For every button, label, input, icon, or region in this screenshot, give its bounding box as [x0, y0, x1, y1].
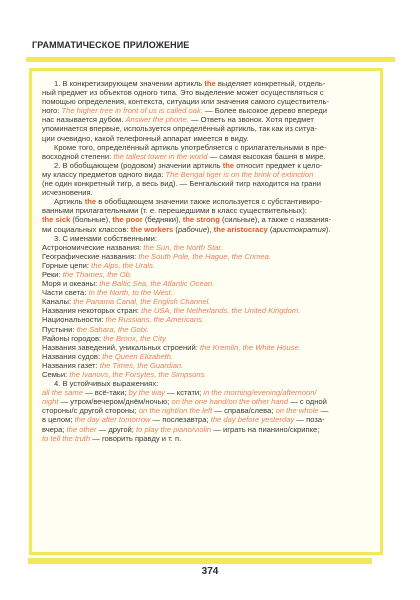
text: стороны/с другой стороны;: [42, 406, 139, 416]
list-item-label: Реки:: [42, 269, 63, 279]
list-item-label: Пустыни:: [42, 324, 77, 334]
text-line: (не один конкретный тигр, а весь вид). — Бенгальский тигр находится на грани: [42, 179, 321, 189]
list-item: [42, 361, 370, 370]
text-line: ванными прилагательными (т. е. перешедшими в класс существительных):: [42, 206, 307, 216]
paragraph-set-expressions: 4. В устойчивых выражениях:: [54, 379, 159, 389]
list-item: [42, 279, 370, 288]
list-item-example: the USA, the Netherlands, the United Kingdom.: [141, 306, 301, 316]
example: on the one hand/on the other hand: [171, 397, 289, 407]
example: all the same: [42, 388, 83, 398]
list-item-example: the Sun, the North Star.: [143, 242, 223, 252]
article-the: the: [84, 197, 97, 207]
section-title: ГРАММАТИЧЕСКОЕ ПРИЛОЖЕНИЕ: [32, 40, 190, 50]
text: — поза-: [294, 415, 325, 425]
example: the day after tomorrow: [74, 415, 151, 425]
example: on the right/on the left: [138, 406, 213, 416]
text: — кстати;: [164, 388, 204, 398]
example: the tallest tower in the world: [113, 151, 208, 161]
text: Артикль: [54, 197, 85, 207]
page-number: 374: [201, 566, 219, 577]
list-item-label: Географические названия:: [42, 251, 139, 261]
example: The Bengal tiger is on the brink of extinction: [165, 169, 314, 179]
bottom-rule: [28, 558, 372, 564]
list-item: [42, 288, 370, 297]
text-line: [42, 225, 370, 234]
text-line: [42, 152, 370, 161]
text: — с одной: [288, 397, 327, 407]
example-word: the aristocracy: [213, 224, 268, 234]
text: — самая высокая башня в мире.: [207, 151, 326, 161]
paragraph-generic-meaning: [42, 161, 370, 170]
text: — всё-таки;: [82, 388, 129, 398]
example: Answer the phone.: [125, 115, 189, 125]
list-item-label: Названия заведений, уникальных строений:: [42, 342, 200, 352]
text-line: [42, 106, 370, 115]
text: вчера;: [42, 424, 67, 434]
list-item: [42, 352, 370, 361]
list-item-example: the Bronx, the City.: [103, 333, 168, 343]
text: му классу предметов одного вида:: [42, 169, 166, 179]
list-item-example: the Sahara, the Gobi.: [76, 324, 149, 334]
list-item: [42, 325, 370, 334]
paragraph-proper-names: 3. С именами собственными:: [54, 233, 157, 243]
list-item-example: the Alps, the Urals.: [91, 260, 155, 270]
proper-names-list: [42, 243, 370, 379]
list-item-example: the South Pole, the Hague, the Crimea.: [138, 251, 271, 261]
list-item-example: the Panama Canal, the English Channel.: [73, 297, 211, 307]
example: The higher tree in front of us is called oak.: [61, 106, 203, 116]
text-line: [42, 425, 370, 434]
header-rule: [26, 57, 395, 62]
text-line: [42, 406, 370, 415]
text: — другой;: [96, 424, 136, 434]
text: — послезавтра;: [150, 415, 211, 425]
text-line: ции очевидно, какой телефонный аппарат имеется в виду.: [42, 133, 249, 143]
list-item-example: the Times, the Guardian.: [99, 360, 184, 370]
text: относит предмет к цело-: [234, 160, 323, 170]
text: в обобщающем значении также используется с субстантивиро-: [96, 197, 322, 207]
list-item-label: Районы городов:: [42, 333, 104, 343]
list-item: [42, 334, 370, 343]
list-item-example: the Ivanovs, the Forsytes, the Simpsons.: [69, 370, 207, 379]
text: 2. В обобщающем (родовом) значении артикль: [54, 160, 223, 170]
list-item-label: Названия газет:: [42, 360, 100, 370]
text: —: [318, 406, 329, 416]
list-item-label: Семьи:: [42, 370, 70, 379]
list-item-label: Астрономические названия:: [42, 242, 144, 252]
list-item: [42, 315, 370, 324]
text-line: исчезновения.: [42, 188, 93, 198]
example: the day before yesterday: [210, 415, 295, 425]
paragraph-substantivized: [42, 197, 370, 206]
article-the: the: [222, 160, 235, 170]
list-item: [42, 270, 370, 279]
text: 1. В конкретизирующем значении артикль: [54, 79, 205, 88]
text-line: упоминается впервые, используется определённый артикль, так как из ситуа-: [42, 124, 317, 134]
text: ми социальных классов:: [42, 224, 131, 234]
list-item-label: Названия судов:: [42, 351, 103, 361]
text: — справа/слева;: [212, 406, 276, 416]
example: night: [42, 397, 59, 407]
list-item: [42, 370, 370, 379]
paragraph-superlative: Кроме того, определённый артикль употребляется с прилагательными в пре-: [54, 142, 327, 152]
list-item-example: the Russians, the Americans.: [105, 315, 204, 325]
text: (: [267, 224, 273, 234]
example: to play the piano/violin: [136, 424, 212, 434]
text: ).: [325, 224, 331, 234]
list-item: [42, 243, 370, 252]
text-line: помощью определения, контекста, ситуации или значения самого существитель-: [42, 97, 329, 107]
grammar-box: [29, 68, 383, 555]
text: — утром/вечером/днём/ночью;: [58, 397, 172, 407]
grammar-box-content: [42, 79, 370, 443]
text-line: [42, 434, 370, 443]
gloss: аристократия: [272, 224, 326, 234]
list-item: [42, 252, 370, 261]
text: выделяет конкретный, отдель-: [215, 79, 326, 88]
list-item: [42, 297, 370, 306]
article-the: the: [204, 79, 216, 88]
gloss: рабочие: [177, 224, 207, 234]
text-line: [42, 388, 370, 397]
list-item: [42, 306, 370, 315]
list-item-label: Названия некоторых стран:: [42, 306, 142, 316]
gloss: (бедняки),: [142, 215, 183, 225]
list-item-example: In the North, to the West.: [88, 288, 173, 298]
text: ),: [206, 224, 214, 234]
text: нас называется дубом.: [42, 115, 126, 125]
text: в целом;: [42, 415, 75, 425]
list-item-label: Каналы:: [42, 297, 74, 307]
list-item-label: Моря и океаны:: [42, 279, 100, 289]
example: to tell the truth: [42, 433, 91, 443]
example: on the whole: [275, 406, 319, 416]
example-word: the workers: [130, 224, 174, 234]
example: by the way: [128, 388, 165, 398]
text: — Более высокое дерево впереди: [202, 106, 327, 116]
list-item-label: Части света:: [42, 288, 89, 298]
text: ного:: [42, 106, 62, 116]
text-line: [42, 215, 370, 224]
example-word: the sick: [42, 215, 71, 225]
gloss: (больные),: [70, 215, 113, 225]
text-line: [42, 415, 370, 424]
text-line: [42, 397, 370, 406]
list-item-example: the Queen Elizabeth.: [102, 351, 174, 361]
list-item: [42, 343, 370, 352]
list-item: [42, 261, 370, 270]
list-item-example: the Kremlin, the White House.: [199, 342, 301, 352]
list-item-example: the Thames, the Ob.: [62, 269, 132, 279]
example: in the morning/evening/afternoon/: [203, 388, 317, 398]
example-word: the poor: [112, 215, 143, 225]
text: — играть на пианино/скрипке;: [211, 424, 320, 434]
text: — Ответь на звонок. Хотя предмет: [188, 115, 314, 125]
list-item-label: Национальности:: [42, 315, 106, 325]
paragraph-specific-meaning: [42, 79, 370, 88]
gloss: (сильные), а также с названия-: [219, 215, 332, 225]
text: (: [173, 224, 178, 234]
text-line: [42, 115, 370, 124]
text-line: ный предмет из объектов одного типа. Это выделение может осуществляться с: [42, 88, 324, 98]
list-item-label: Горные цепи:: [42, 260, 92, 270]
list-item-example: the Baltic Sea, the Atlantic Ocean.: [99, 279, 215, 289]
text-line: [42, 170, 370, 179]
text: восходной степени:: [42, 151, 114, 161]
example: the other: [66, 424, 97, 434]
text: — говорить правду и т. п.: [90, 433, 182, 443]
example-word: the strong: [182, 215, 220, 225]
